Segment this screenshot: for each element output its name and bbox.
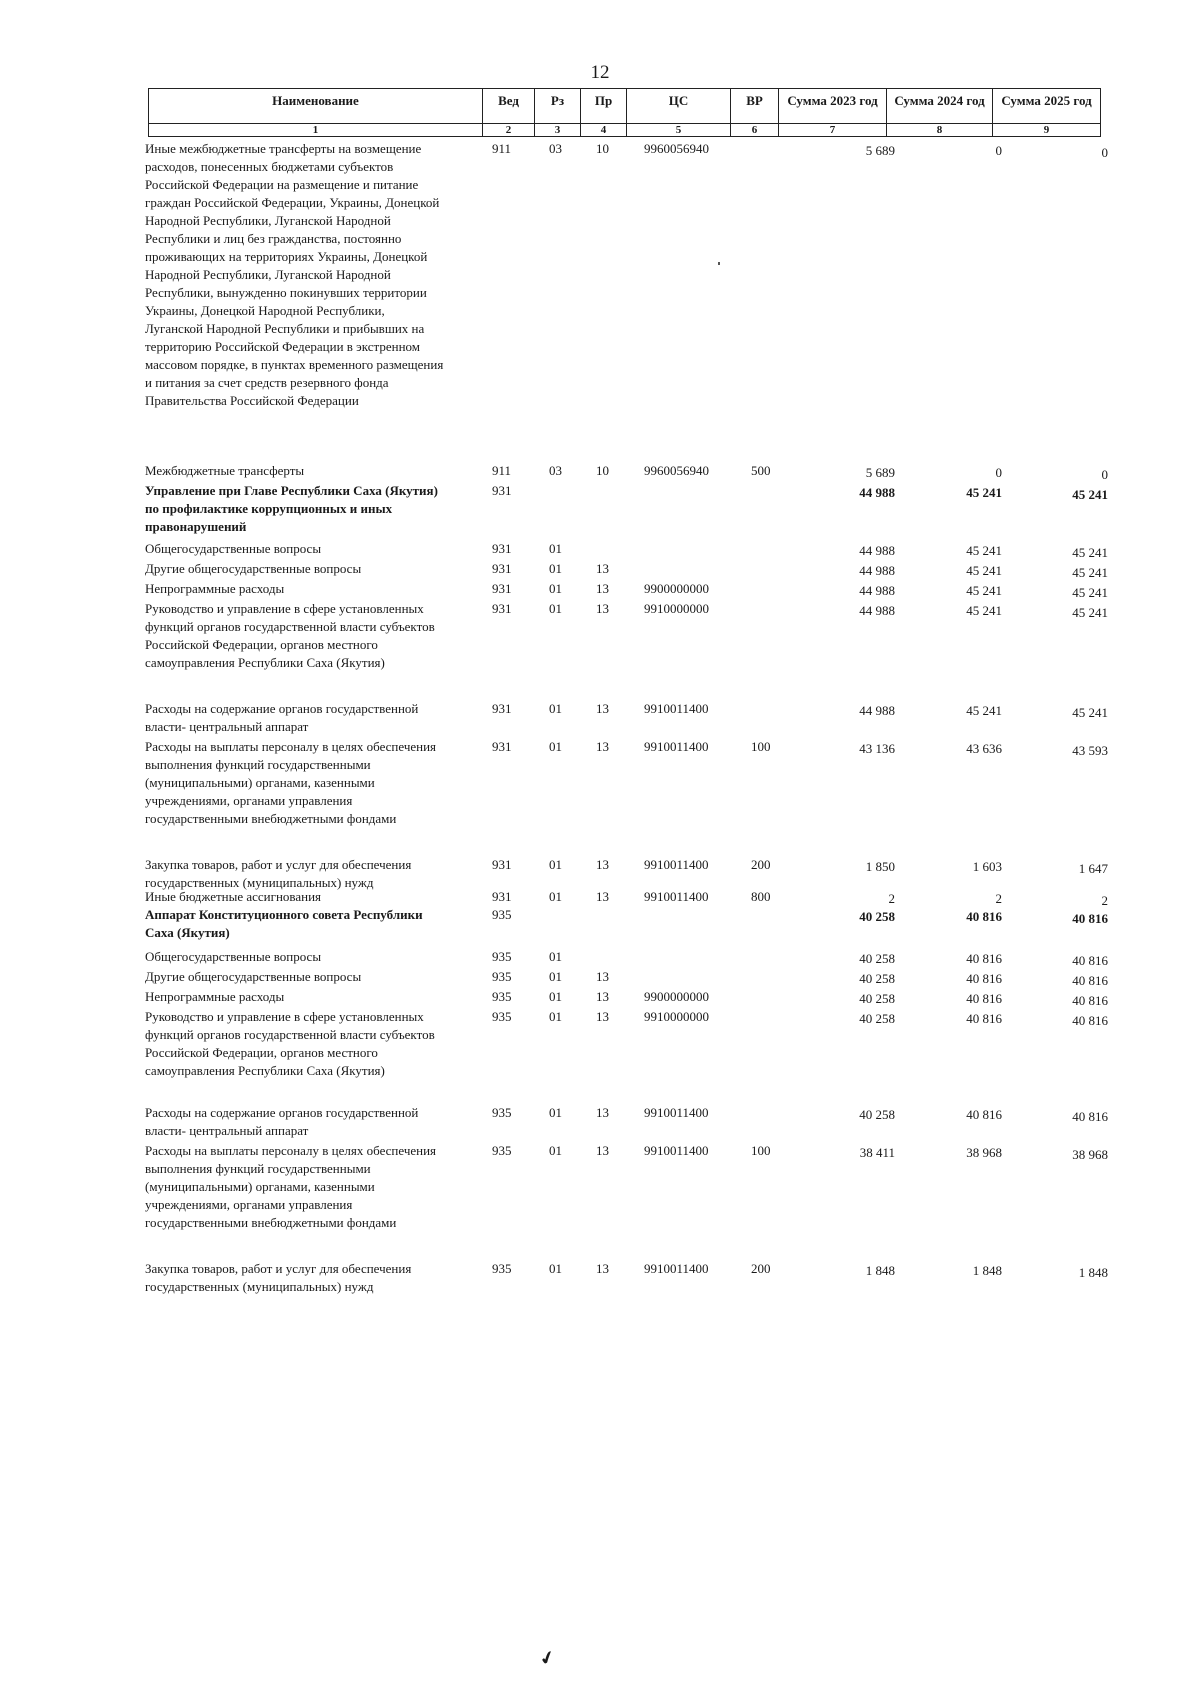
cell-rz: 01 [549,739,562,754]
cell-sum-2023: 1 850 [865,859,895,874]
cell-rz: 01 [549,949,562,964]
header-vr: ВР [731,89,779,124]
column-number: 7 [779,124,887,137]
cell-cs: 9910011400 [644,1105,709,1120]
cell-pr: 13 [596,989,609,1004]
cell-cs: 9910000000 [644,601,709,616]
cell-sum-2024: 1 848 [972,1263,1002,1278]
cell-sum-2025: 40 816 [1072,1109,1108,1124]
cell-rz: 03 [549,463,562,478]
cell-vr: 100 [751,1143,771,1158]
column-number: 5 [627,124,731,137]
cell-sum-2023: 40 258 [859,971,895,986]
cell-vr: 200 [751,1261,771,1276]
row-name: Иные межбюджетные трансферты на возмещение расходов, понесенных бюджетами субъектов Российской Федерации на размещение и питание граждан Российской Федерации, Украины, Донецкой Народной Республики, Луганской Народной Республики и лиц без гражданства, постоянно проживающих на территориях Украины, Донецкой Народной Республики, Луганской Народной Республики, вынужденно покинувших территории Украины, Донецкой Народной Республики, Луганской Народной Республики и прибывших на территорию Российской Федерации в экстренном массовом порядке, в пунктах временного размещения и питания за счет средств резервного фонда Правительства Российской Федерации [145,141,444,408]
header-cs: ЦС [627,89,731,124]
cell-sum-2023: 40 258 [859,951,895,966]
cell-sum-2025: 0 [1101,467,1108,482]
header-name: Наименование [149,89,483,124]
cell-cs: 9910011400 [644,857,709,872]
cell-pr: 13 [596,601,609,616]
cell-sum-2024: 40 816 [966,971,1002,986]
cell-sum-2025: 0 [1101,145,1108,160]
cell-ved: 935 [492,1009,512,1024]
cell-vr: 800 [751,889,771,904]
pen-mark: ✔ [536,1646,558,1671]
header-rz: Рз [535,89,581,124]
cell-sum-2024: 45 241 [966,543,1002,558]
cell-sum-2024: 45 241 [966,583,1002,598]
column-number: 6 [731,124,779,137]
row-name: Управление при Главе Республики Саха (Якутия) по профилактике коррупционных и иных правонарушений [145,483,438,534]
header-ved: Вед [483,89,535,124]
cell-sum-2025: 45 241 [1072,565,1108,580]
row-name: Руководство и управление в сфере установленных функций органов государственной власти субъектов Российской Федерации, органов местного самоуправления Республики Саха (Якутия) [145,1009,435,1078]
scan-speck [718,262,720,265]
cell-cs: 9900000000 [644,989,709,1004]
cell-pr: 13 [596,1009,609,1024]
cell-ved: 931 [492,889,512,904]
cell-pr: 13 [596,561,609,576]
cell-ved: 931 [492,561,512,576]
cell-sum-2023: 1 848 [865,1263,895,1278]
cell-sum-2023: 38 411 [859,1145,895,1160]
cell-ved: 911 [492,463,512,478]
cell-cs: 9910011400 [644,701,709,716]
cell-sum-2025: 2 [1101,893,1108,908]
cell-sum-2023: 5 689 [865,465,895,480]
cell-sum-2023: 44 988 [859,485,895,500]
cell-sum-2023: 40 258 [859,991,895,1006]
cell-pr: 13 [596,701,609,716]
cell-pr: 10 [596,141,609,156]
row-name: Общегосударственные вопросы [145,949,322,964]
cell-ved: 935 [492,969,512,984]
cell-pr: 13 [596,739,609,754]
cell-sum-2024: 0 [995,143,1002,158]
cell-sum-2024: 40 816 [966,1107,1002,1122]
cell-sum-2025: 45 241 [1072,705,1108,720]
cell-sum-2025: 43 593 [1072,743,1108,758]
cell-sum-2025: 38 968 [1072,1147,1108,1162]
cell-cs: 9910011400 [644,739,709,754]
cell-sum-2024: 38 968 [966,1145,1002,1160]
cell-sum-2025: 45 241 [1072,585,1108,600]
cell-ved: 931 [492,857,512,872]
cell-pr: 13 [596,1261,609,1276]
column-number: 2 [483,124,535,137]
cell-rz: 01 [549,969,562,984]
row-name: Расходы на содержание органов государственной власти- центральный аппарат [145,701,419,734]
row-name: Расходы на выплаты персоналу в целях обеспечения выполнения функций государственными (муниципальными) органами, казенными учреждениями, органами управления государственными внебюджетными фондами [145,739,437,826]
cell-ved: 931 [492,701,512,716]
cell-vr: 100 [751,739,771,754]
cell-rz: 01 [549,889,562,904]
cell-sum-2023: 44 988 [859,543,895,558]
cell-rz: 01 [549,1261,562,1276]
cell-sum-2024: 40 816 [966,991,1002,1006]
row-name: Непрограммные расходы [145,581,285,596]
cell-sum-2024: 45 241 [966,703,1002,718]
cell-sum-2024: 45 241 [966,485,1002,500]
cell-sum-2025: 40 816 [1072,1013,1108,1028]
cell-ved: 931 [492,541,512,556]
cell-rz: 01 [549,1009,562,1024]
cell-sum-2024: 45 241 [966,563,1002,578]
cell-ved: 935 [492,907,512,922]
cell-sum-2024: 2 [995,891,1002,906]
row-name: Иные бюджетные ассигнования [145,889,322,904]
cell-vr: 500 [751,463,771,478]
row-name: Закупка товаров, работ и услуг для обеспечения государственных (муниципальных) нужд [145,1261,412,1294]
header-pr: Пр [581,89,627,124]
cell-sum-2025: 40 816 [1072,973,1108,988]
cell-sum-2025: 40 816 [1072,953,1108,968]
row-name: Расходы на содержание органов государственной власти- центральный аппарат [145,1105,419,1138]
column-number: 4 [581,124,627,137]
cell-cs: 9960056940 [644,463,709,478]
cell-pr: 13 [596,969,609,984]
row-name: Закупка товаров, работ и услуг для обеспечения государственных (муниципальных) нужд [145,857,412,890]
cell-pr: 13 [596,857,609,872]
cell-sum-2025: 1 647 [1078,861,1108,876]
cell-cs: 9960056940 [644,141,709,156]
cell-ved: 935 [492,1261,512,1276]
row-name: Другие общегосударственные вопросы [145,561,362,576]
cell-rz: 01 [549,857,562,872]
cell-sum-2023: 44 988 [859,703,895,718]
cell-sum-2025: 45 241 [1072,605,1108,620]
cell-rz: 01 [549,701,562,716]
cell-sum-2024: 40 816 [966,909,1002,924]
cell-sum-2023: 44 988 [859,583,895,598]
row-name: Другие общегосударственные вопросы [145,969,362,984]
cell-sum-2023: 44 988 [859,563,895,578]
cell-cs: 9910011400 [644,889,709,904]
cell-sum-2023: 43 136 [859,741,895,756]
cell-vr: 200 [751,857,771,872]
cell-sum-2024: 43 636 [966,741,1002,756]
cell-ved: 931 [492,739,512,754]
cell-rz: 01 [549,989,562,1004]
header-sum-2025: Сумма 2025 год [993,89,1101,124]
cell-sum-2024: 1 603 [972,859,1002,874]
cell-sum-2024: 45 241 [966,603,1002,618]
cell-sum-2023: 2 [888,891,895,906]
cell-ved: 935 [492,949,512,964]
cell-rz: 01 [549,581,562,596]
column-number: 1 [149,124,483,137]
cell-sum-2025: 45 241 [1072,545,1108,560]
cell-sum-2024: 0 [995,465,1002,480]
cell-pr: 13 [596,889,609,904]
row-name: Руководство и управление в сфере установленных функций органов государственной власти субъектов Российской Федерации, органов местного самоуправления Республики Саха (Якутия) [145,601,435,670]
header-sum-2024: Сумма 2024 год [887,89,993,124]
row-name: Аппарат Конституционного совета Республики Саха (Якутия) [145,907,423,940]
cell-rz: 01 [549,601,562,616]
cell-pr: 13 [596,1143,609,1158]
cell-rz: 01 [549,1143,562,1158]
column-number: 8 [887,124,993,137]
cell-cs: 9900000000 [644,581,709,596]
row-name: Межбюджетные трансферты [145,463,305,478]
cell-cs: 9910011400 [644,1143,709,1158]
row-name: Расходы на выплаты персоналу в целях обеспечения выполнения функций государственными (муниципальными) органами, казенными учреждениями, органами управления государственными внебюджетными фондами [145,1143,437,1230]
cell-rz: 03 [549,141,562,156]
table-header [148,88,1101,137]
column-number: 3 [535,124,581,137]
cell-sum-2025: 40 816 [1072,911,1108,926]
cell-ved: 931 [492,601,512,616]
cell-ved: 931 [492,581,512,596]
cell-ved: 935 [492,1143,512,1158]
cell-pr: 10 [596,463,609,478]
cell-ved: 935 [492,989,512,1004]
cell-rz: 01 [549,541,562,556]
cell-sum-2023: 40 258 [859,1011,895,1026]
cell-pr: 13 [596,1105,609,1120]
cell-sum-2025: 1 848 [1078,1265,1108,1280]
cell-pr: 13 [596,581,609,596]
cell-ved: 931 [492,483,512,498]
row-name: Непрограммные расходы [145,989,285,1004]
row-name: Общегосударственные вопросы [145,541,322,556]
page-number: 12 [590,62,610,83]
cell-cs: 9910000000 [644,1009,709,1024]
cell-sum-2023: 5 689 [865,143,895,158]
cell-ved: 935 [492,1105,512,1120]
cell-sum-2024: 40 816 [966,951,1002,966]
header-sum-2023: Сумма 2023 год [779,89,887,124]
cell-sum-2023: 40 258 [859,1107,895,1122]
cell-rz: 01 [549,561,562,576]
cell-sum-2025: 40 816 [1072,993,1108,1008]
cell-sum-2024: 40 816 [966,1011,1002,1026]
cell-sum-2023: 44 988 [859,603,895,618]
cell-rz: 01 [549,1105,562,1120]
cell-cs: 9910011400 [644,1261,709,1276]
column-number: 9 [993,124,1101,137]
cell-ved: 911 [492,141,512,156]
cell-sum-2023: 40 258 [859,909,895,924]
cell-sum-2025: 45 241 [1072,487,1108,502]
